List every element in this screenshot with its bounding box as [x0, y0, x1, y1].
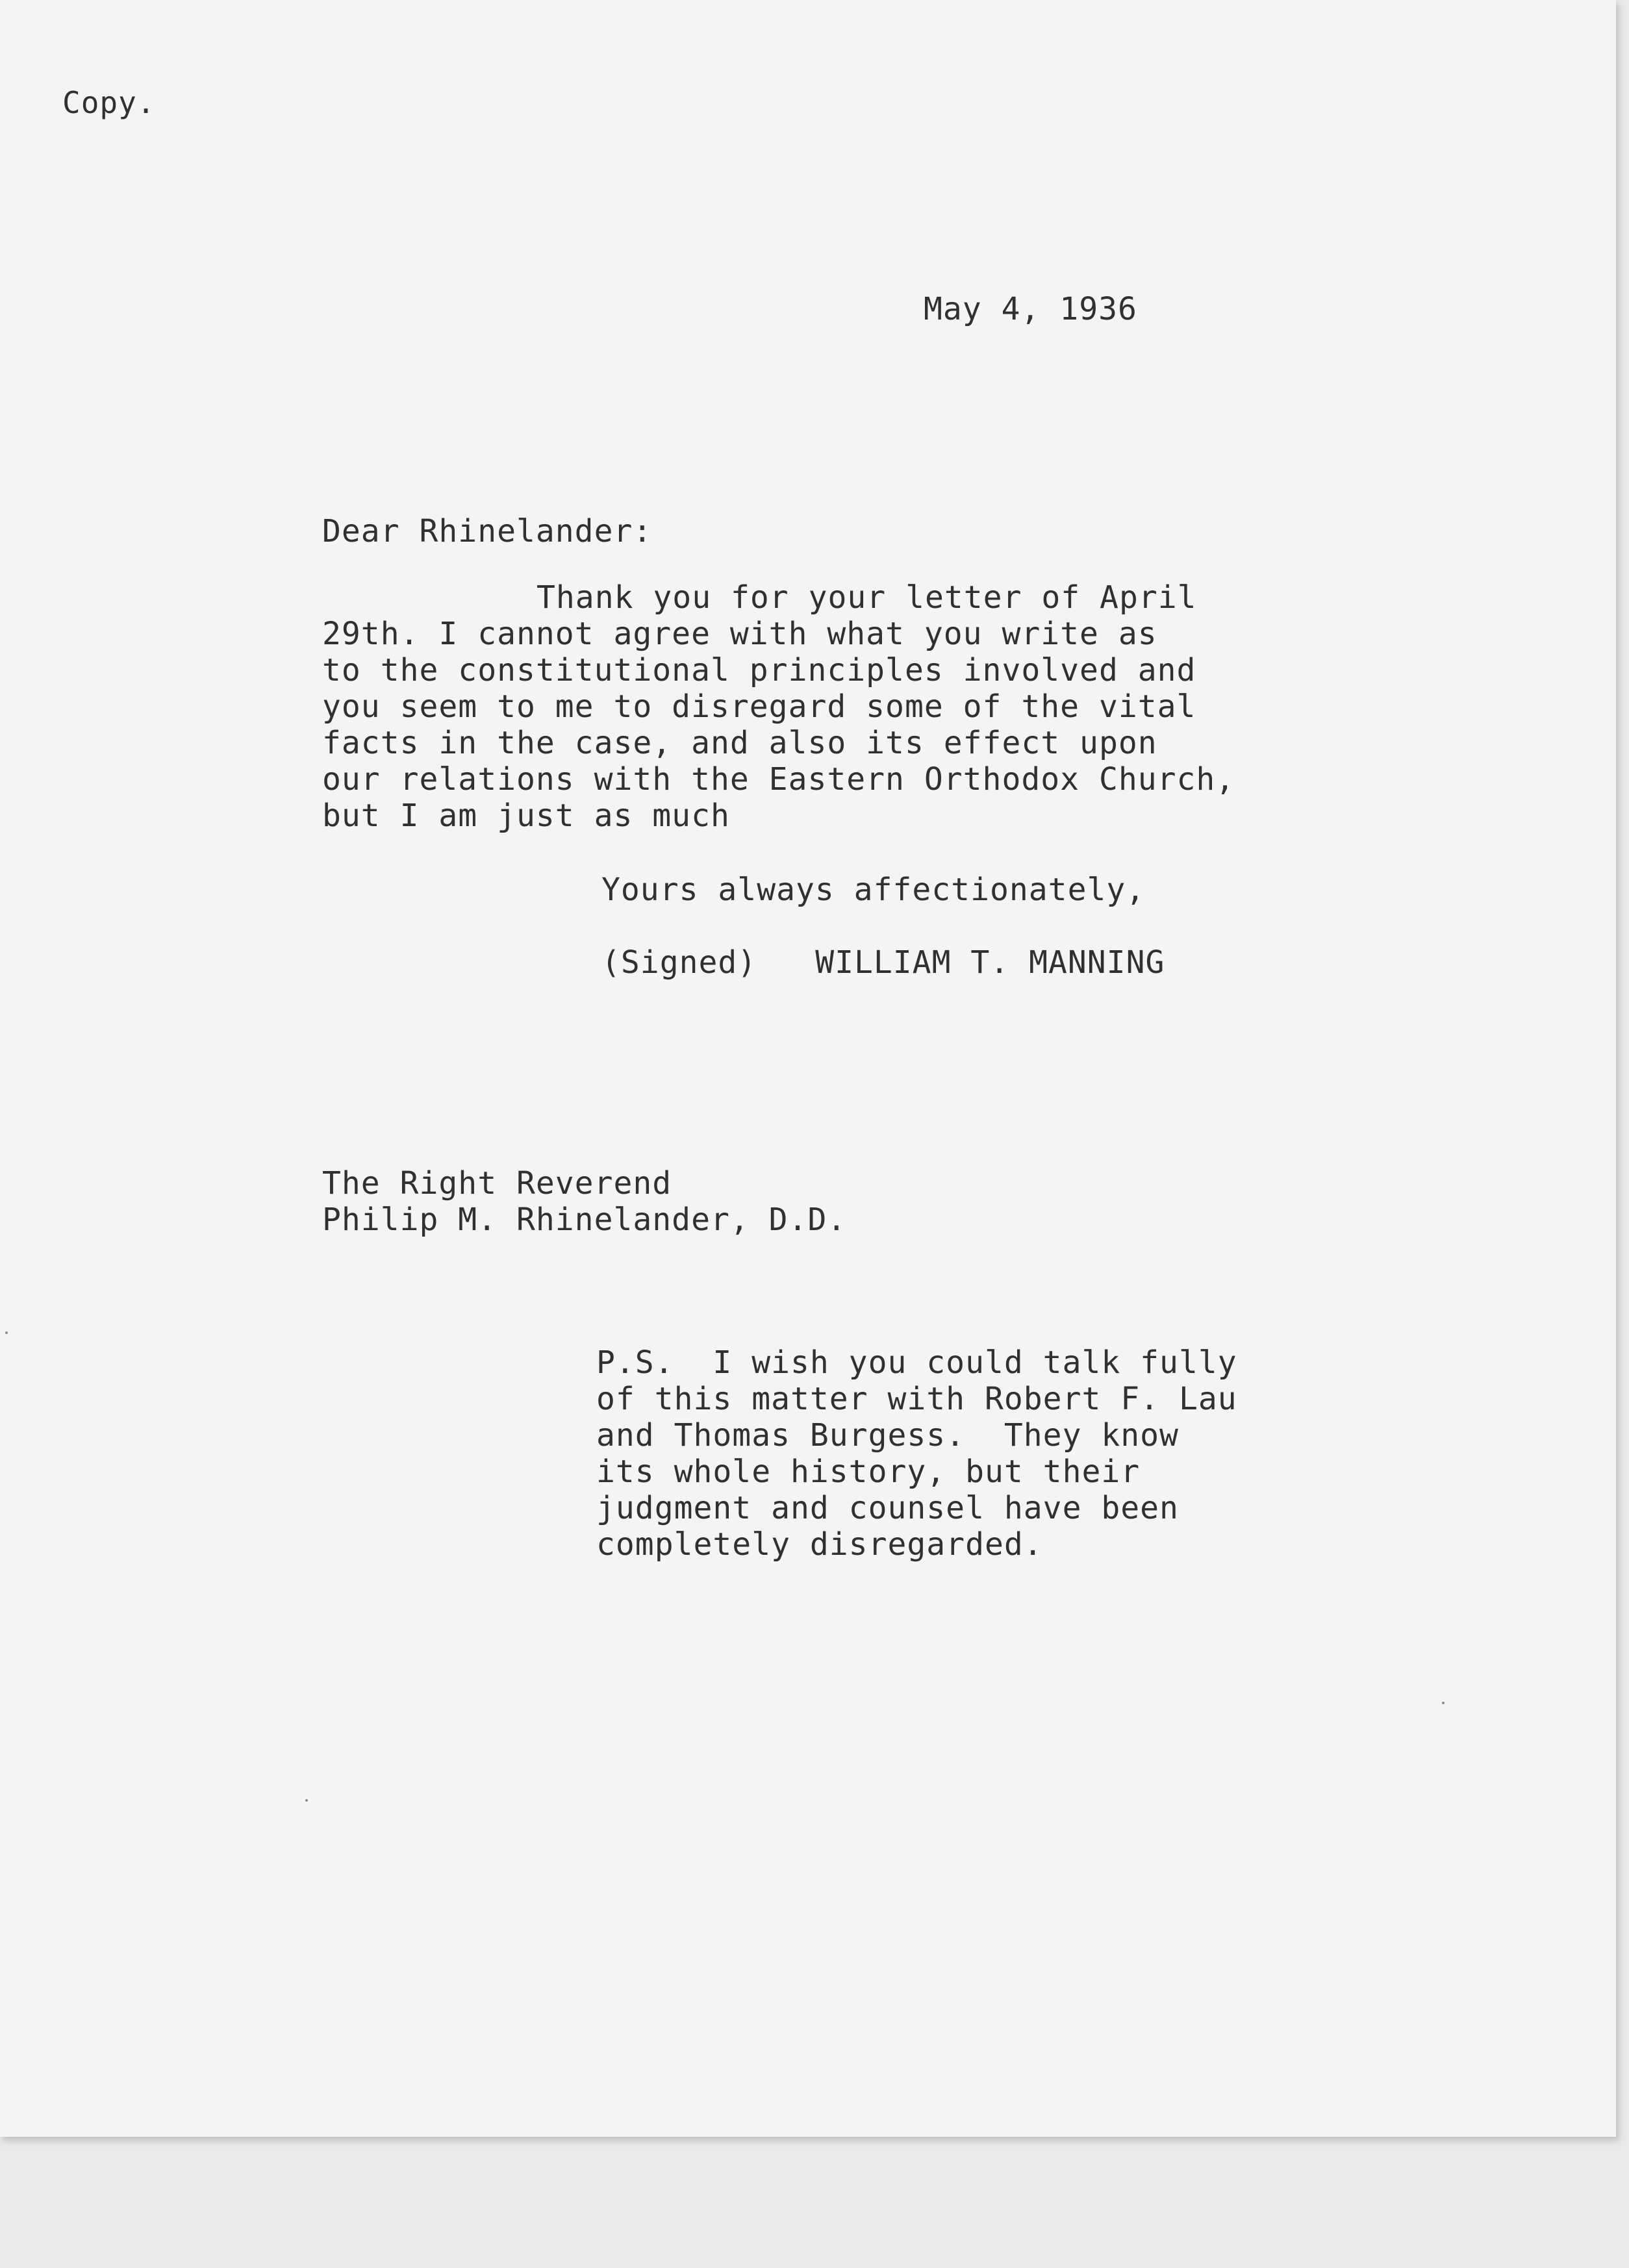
postscript-line: judgment and counsel have been — [596, 1490, 1179, 1526]
recipient-block — [322, 1165, 846, 1238]
paper-speck — [5, 1331, 8, 1334]
recipient-line: Philip M. Rhinelander, D.D. — [322, 1202, 847, 1238]
letter-body — [322, 579, 1235, 834]
body-line: Thank you for your letter of April — [537, 579, 1197, 616]
body-line: 29th. I cannot agree with what you write as — [322, 616, 1157, 652]
body-line: but I am just as much — [322, 798, 730, 834]
postscript — [596, 1344, 1237, 1563]
letter-date: May 4, 1936 — [924, 291, 1137, 327]
postscript-line: and Thomas Burgess. They know — [596, 1417, 1179, 1454]
postscript-line: completely disregarded. — [596, 1526, 1043, 1563]
postscript-line: P.S. I wish you could talk fully — [596, 1344, 1237, 1381]
body-line: you seem to me to disregard some of the vital — [322, 688, 1196, 725]
paper-speck — [305, 1799, 308, 1802]
recipient-line: The Right Reverend — [322, 1165, 672, 1202]
body-line: to the constitutional principles involved and — [322, 652, 1196, 688]
salutation: Dear Rhinelander: — [322, 513, 653, 549]
paper-speck — [1442, 1702, 1445, 1704]
signed-prefix: (Signed) — [601, 944, 757, 981]
signature-line — [601, 944, 1165, 981]
postscript-line: of this matter with Robert F. Lau — [596, 1381, 1237, 1417]
closing: Yours always affectionately, — [601, 872, 1146, 908]
copy-label: Copy. — [62, 85, 156, 120]
body-line: facts in the case, and also its effect upon — [322, 725, 1157, 761]
postscript-line: its whole history, but their — [596, 1454, 1141, 1490]
signer-name: WILLIAM T. MANNING — [815, 944, 1165, 981]
body-line: our relations with the Eastern Orthodox Church, — [322, 761, 1235, 798]
